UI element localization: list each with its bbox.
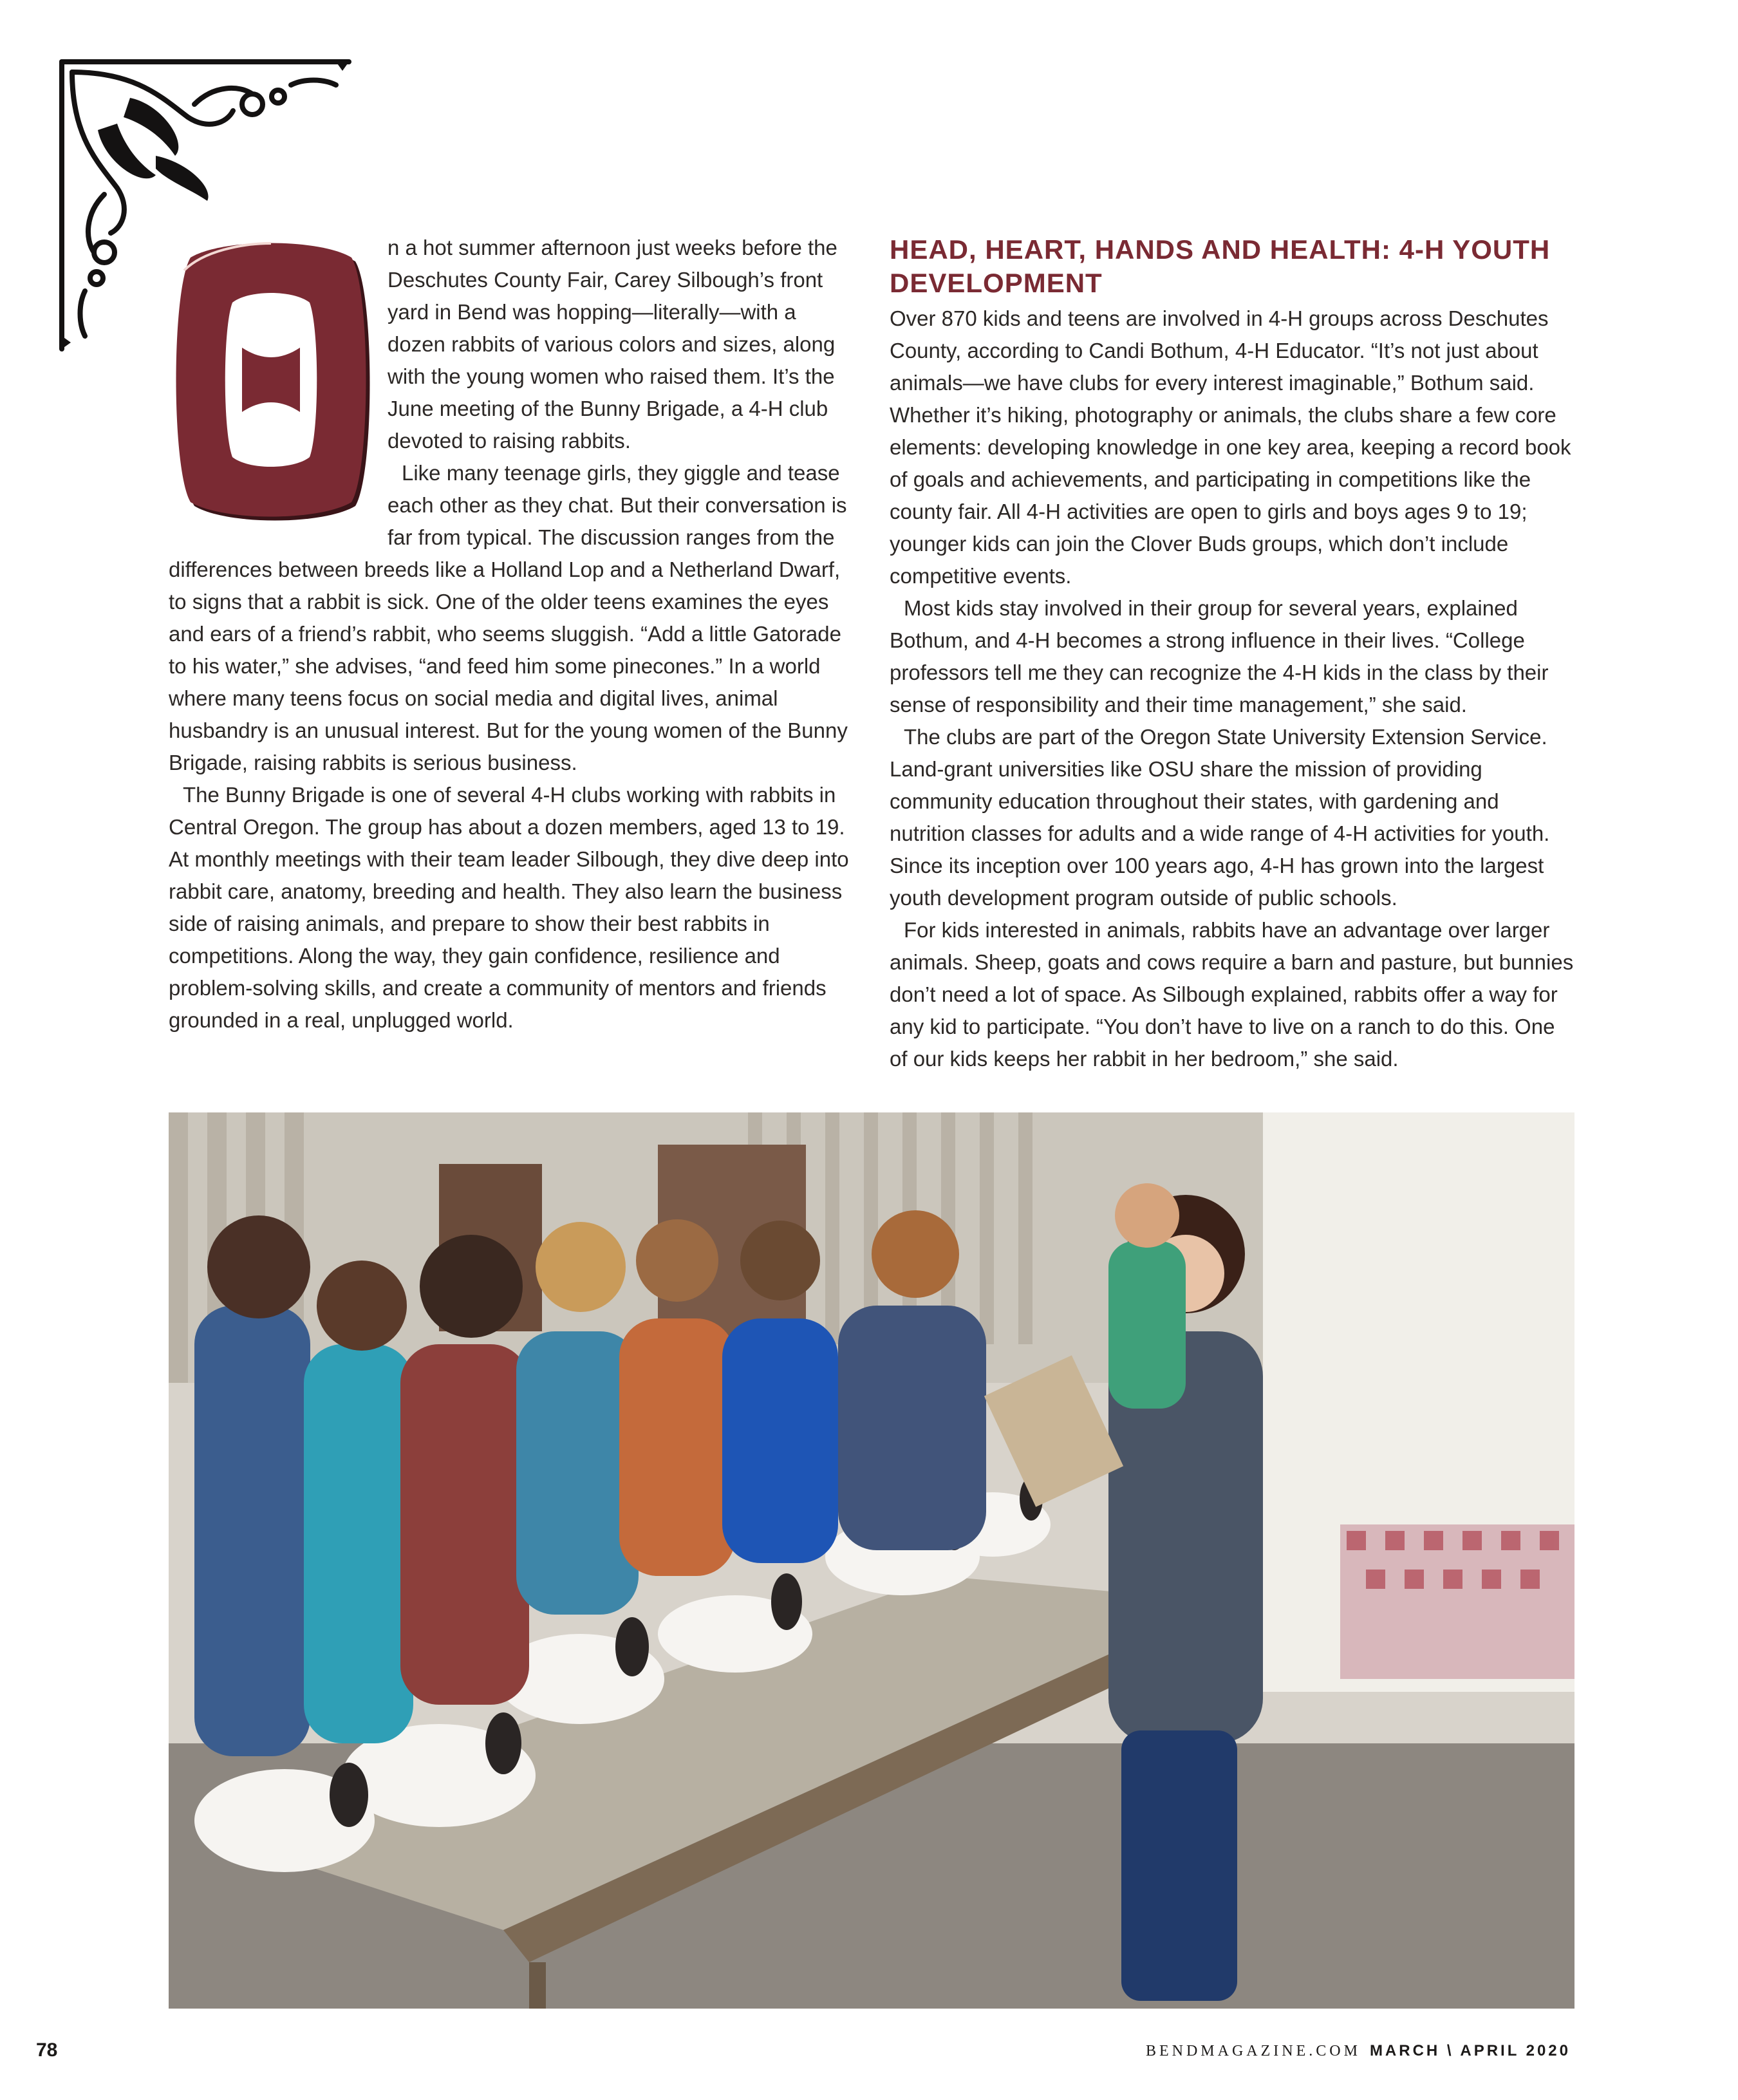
section-paragraph-3: The clubs are part of the Oregon State University Extension Service. Land-grant universities like OSU share the mission of providing community education throughout their states, with gardening and nutrition classes for adults and a wide range of 4-H activities for youth. Since its inception over 100 years ago, 4-H has grown into the largest youth development program outside of public schools. xyxy=(890,725,1550,910)
footer-issue: MARCH \ APRIL 2020 xyxy=(1369,2042,1571,2059)
dropcap-letter-o xyxy=(165,232,377,528)
page-number: 78 xyxy=(36,2039,58,2061)
section-paragraph-2: Most kids stay involved in their group for several years, explained Bothum, and 4-H becomes a strong influence in their lives. “College professors tell me they can recognize the 4-H kids in the class by their sense of responsibility and their time management,” she said. xyxy=(890,596,1549,717)
section-heading: HEAD, HEART, HANDS AND HEALTH: 4-H YOUTH DEVELOPMENT xyxy=(890,234,1551,298)
rabbit-show-photo xyxy=(169,1112,1574,2009)
article-paragraph-2: Like many teenage girls, they giggle and tease each other as they chat. But their conversation is far from typical. The discussion ranges from the differences between breeds like a Holland Lop and a Netherland Dwarf, to signs that a rabbit is sick. One of the older teens examines the eyes and ears of a friend’s rabbit, who seems sluggish. “Add a little Gatorade to his water,” she advises, “and feed him some pinecones.” In a world where many teens focus on social media and digital lives, animal husbandry is an unusual interest. But for the young women of the Bunny Brigade, raising rabbits is serious business. xyxy=(169,461,848,774)
footer-masthead xyxy=(1146,2042,1571,2060)
article-paragraph-3: The Bunny Brigade is one of several 4-H clubs working with rabbits in Central Oregon. The group has about a dozen members, aged 13 to 19. At monthly meetings with their team leader Silbough, they dive deep into rabbit care, anatomy, breeding and health. They also learn the business side of raising animals, and prepare to show their best rabbits in competitions. Along the way, they gain confidence, resilience and problem-solving skills, and create a community of mentors and friends grounded in a real, unplugged world. xyxy=(169,783,849,1032)
section-paragraph-4: For kids interested in animals, rabbits have an advantage over larger animals. Sheep, goats and cows require a barn and pasture, but bunnies don’t need a lot of space. As Silbough explained, rabbits offer a way for any kid to participate. “You don’t have to live on a ranch to do this. One of our kids keeps her rabbit in her bedroom,” she said. xyxy=(890,918,1574,1071)
article-column-right xyxy=(890,233,1574,1075)
footer-site: BENDMAGAZINE.COM xyxy=(1145,2043,1361,2059)
article-column-left xyxy=(169,232,856,1036)
section-paragraph-1: Over 870 kids and teens are involved in 4-H groups across Deschutes County, according to Candi Bothum, 4-H Educator. “It’s not just about animals—we have clubs for every interest imaginable,” Bothum said. Whether it’s hiking, photography or animals, the clubs share a few core elements: developing knowledge in one key area, keeping a record book of goals and achievements, and participating in competitions like the county fair. All 4-H activities are open to girls and boys ages 9 to 19; younger kids can join the Clover Buds groups, which don’t include competitive events. xyxy=(890,306,1571,588)
article-paragraph-1: n a hot summer afternoon just weeks before the Deschutes County Fair, Carey Silbough’s front yard in Bend was hopping—literally—with a dozen rabbits of various colors and sizes, along with the young women who raised them. It’s the June meeting of the Bunny Brigade, a 4-H club devoted to raising rabbits. xyxy=(388,236,837,453)
